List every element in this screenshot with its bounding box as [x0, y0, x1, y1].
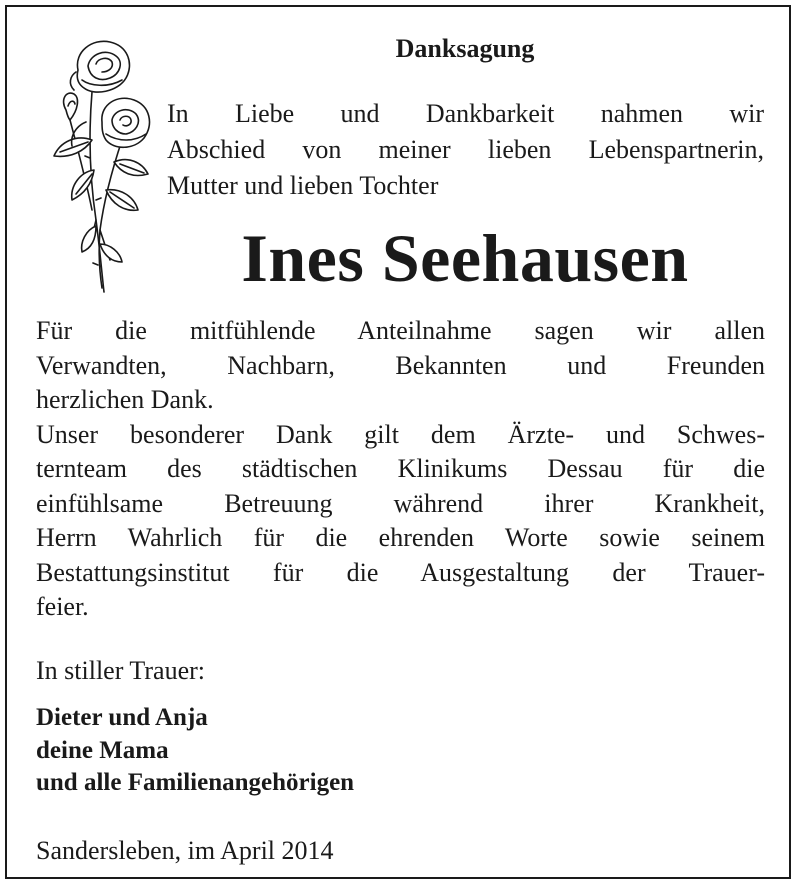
body-line: Unser besonderer Dank gilt dem Ärzte- und Schwes- [36, 419, 765, 449]
intro-line: In Liebe und Dankbarkeit nahmen wir [167, 99, 764, 128]
signers-block [36, 702, 354, 800]
body-line: herzlichen Dank. [36, 385, 214, 414]
deceased-name: Ines Seehausen [241, 220, 689, 296]
signer-line: deine Mama [36, 736, 169, 764]
body-line: Verwandten, Nachbarn, Bekannten und Freunden [36, 350, 765, 380]
body-line: einfühlsame Betreuung während ihrer Krankheit, [36, 488, 765, 518]
body-line: Für die mitfühlende Anteilnahme sagen wir allen [36, 316, 765, 345]
intro-line: Abschied von meiner lieben Lebenspartnerin, [167, 135, 764, 164]
place-and-date: Sandersleben, im April 2014 [36, 836, 334, 865]
heading-danksagung: Danksagung [395, 34, 535, 63]
body-line: feier. [36, 592, 89, 621]
signer-line: und alle Familienangehörigen [36, 769, 355, 796]
signer-line: Dieter und Anja [36, 704, 208, 731]
body-line: ternteam des städtischen Klinikums Dessau für die [36, 454, 765, 483]
intro-line: Mutter und lieben Tochter [167, 171, 439, 200]
thanks-paragraph [36, 314, 765, 625]
body-line: Herrn Wahrlich für die ehrenden Worte sowie seinem [36, 523, 765, 552]
rose-icon [30, 30, 160, 300]
mourning-label: In stiller Trauer: [36, 656, 205, 685]
intro-paragraph [167, 96, 764, 204]
body-line: Bestattungsinstitut für die Ausgestaltung der Trauer- [36, 557, 765, 587]
